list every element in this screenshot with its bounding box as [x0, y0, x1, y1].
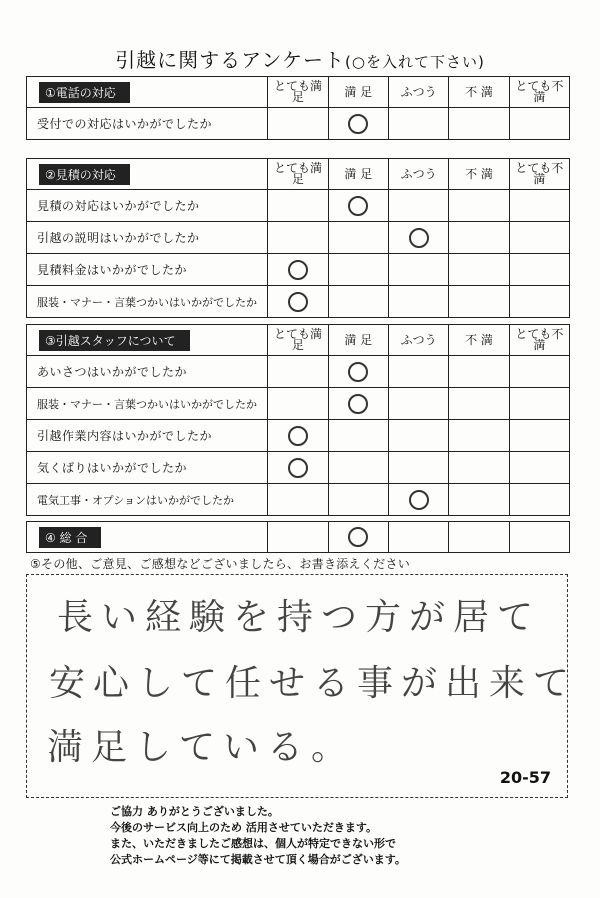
- question-row: [27, 286, 570, 318]
- handwritten-line-2: 安心して任せる事が出来て: [49, 663, 578, 704]
- rating-cell[interactable]: [509, 108, 569, 140]
- rating-cell[interactable]: [268, 388, 328, 420]
- rating-cell[interactable]: [509, 522, 569, 553]
- option-header: とても満足: [268, 325, 328, 356]
- question-text: 見積料金はいかがでしたか: [27, 254, 268, 286]
- section-label: ②見積の対応: [39, 164, 130, 185]
- rating-cell[interactable]: [268, 108, 328, 140]
- rating-cell[interactable]: [328, 522, 388, 553]
- comment-prompt: ⑤その他、ご意見、ご感想などございましたら、お書き添えください: [30, 557, 411, 571]
- rating-cell[interactable]: [449, 484, 509, 516]
- question-text: 引越作業内容はいかがでしたか: [27, 420, 268, 452]
- rating-cell[interactable]: [388, 388, 448, 420]
- rating-cell[interactable]: [268, 522, 328, 553]
- circle-mark-icon: [348, 114, 368, 134]
- page-title: [0, 44, 600, 73]
- circle-mark-icon: [288, 260, 308, 280]
- rating-cell[interactable]: [328, 190, 388, 222]
- option-header: ふつう: [388, 325, 448, 356]
- survey-section-1: [26, 76, 570, 140]
- section-label: ④ 総 合: [39, 527, 101, 548]
- circle-mark-icon: [348, 527, 368, 547]
- handwritten-line-1: 長い経験を持つ方が居て: [57, 597, 542, 638]
- survey-section-4: [26, 521, 570, 553]
- rating-cell[interactable]: [388, 222, 448, 254]
- question-row: [27, 484, 570, 516]
- circle-mark-icon: [288, 292, 308, 312]
- rating-cell[interactable]: [449, 388, 509, 420]
- option-header: 満 足: [328, 325, 388, 356]
- rating-cell[interactable]: [328, 356, 388, 388]
- footer-line: ご協力 ありがとうございました。: [110, 805, 279, 818]
- option-header: 不 満: [449, 159, 509, 190]
- option-header: ふつう: [388, 77, 448, 108]
- circle-mark-icon: [409, 490, 429, 510]
- option-header: とても不満: [509, 325, 569, 356]
- question-text: 受付での対応はいかがでしたか: [27, 108, 268, 140]
- rating-cell[interactable]: [509, 254, 569, 286]
- rating-cell[interactable]: [268, 420, 328, 452]
- question-text: 服装・マナー・言葉つかいはいかがでしたか: [27, 388, 268, 420]
- option-header: 満 足: [328, 159, 388, 190]
- rating-cell[interactable]: [388, 254, 448, 286]
- option-header: 満 足: [328, 77, 388, 108]
- rating-cell[interactable]: [509, 388, 569, 420]
- rating-cell[interactable]: [509, 356, 569, 388]
- rating-cell[interactable]: [449, 452, 509, 484]
- rating-cell[interactable]: [328, 222, 388, 254]
- handwritten-line-3: 満足している。: [47, 727, 356, 768]
- rating-cell[interactable]: [449, 420, 509, 452]
- footer-line: また、いただきましたご感想は、個人が特定できない形で: [110, 837, 396, 850]
- circle-mark-icon: [348, 362, 368, 382]
- rating-cell[interactable]: [449, 522, 509, 553]
- question-text: 服装・マナー・言葉つかいはいかがでしたか: [27, 286, 268, 318]
- circle-mark-icon: [288, 458, 308, 478]
- question-text: 引越の説明はいかがでしたか: [27, 222, 268, 254]
- rating-cell[interactable]: [268, 356, 328, 388]
- section-label: ①電話の対応: [39, 82, 130, 103]
- question-row: [27, 388, 570, 420]
- rating-cell[interactable]: [328, 388, 388, 420]
- rating-cell[interactable]: [328, 484, 388, 516]
- option-header: ふつう: [388, 159, 448, 190]
- survey-section-3: [26, 324, 570, 516]
- rating-cell[interactable]: [449, 222, 509, 254]
- rating-cell[interactable]: [328, 254, 388, 286]
- section-label: ③引越スタッフについて: [39, 330, 190, 351]
- rating-cell[interactable]: [268, 254, 328, 286]
- rating-cell[interactable]: [509, 484, 569, 516]
- rating-cell[interactable]: [388, 286, 448, 318]
- footer-line: 公式ホームページ等にて掲載させて頂く場合がございます。: [110, 853, 406, 866]
- rating-cell[interactable]: [268, 484, 328, 516]
- form-code: 20-57: [499, 768, 551, 787]
- rating-cell[interactable]: [268, 190, 328, 222]
- circle-mark-icon: [348, 394, 368, 414]
- rating-cell[interactable]: [449, 190, 509, 222]
- rating-cell[interactable]: [388, 356, 448, 388]
- rating-cell[interactable]: [449, 286, 509, 318]
- rating-cell[interactable]: [328, 286, 388, 318]
- rating-cell[interactable]: [328, 108, 388, 140]
- question-row: [27, 522, 570, 553]
- rating-cell[interactable]: [388, 522, 448, 553]
- rating-cell[interactable]: [388, 452, 448, 484]
- rating-cell[interactable]: [449, 356, 509, 388]
- circle-mark-icon: [288, 426, 308, 446]
- rating-cell[interactable]: [388, 420, 448, 452]
- rating-cell[interactable]: [509, 452, 569, 484]
- option-header: とても不満: [509, 159, 569, 190]
- footer-notice: [110, 804, 406, 868]
- question-text: 気くばりはいかがでしたか: [27, 452, 268, 484]
- title-sub: (○を入れて下さい): [345, 53, 485, 71]
- rating-cell[interactable]: [388, 484, 448, 516]
- question-text: 電気工事・オプションはいかがでしたか: [27, 484, 268, 516]
- question-row: [27, 190, 570, 222]
- option-header: 不 満: [449, 325, 509, 356]
- rating-cell[interactable]: [328, 452, 388, 484]
- rating-cell[interactable]: [509, 420, 569, 452]
- rating-cell[interactable]: [268, 222, 328, 254]
- option-header: とても満足: [268, 77, 328, 108]
- rating-cell[interactable]: [509, 286, 569, 318]
- rating-cell[interactable]: [328, 420, 388, 452]
- question-text: 見積の対応はいかがでしたか: [27, 190, 268, 222]
- option-header: 不 満: [449, 77, 509, 108]
- question-row: [27, 356, 570, 388]
- question-row: [27, 452, 570, 484]
- rating-cell[interactable]: [388, 108, 448, 140]
- question-row: [27, 222, 570, 254]
- survey-section-2: [26, 158, 570, 318]
- footer-line: 今後のサービス向上のため 活用させていただきます。: [110, 821, 377, 834]
- option-header: とても満足: [268, 159, 328, 190]
- circle-mark-icon: [348, 196, 368, 216]
- option-header: とても不満: [509, 77, 569, 108]
- comment-box: [26, 574, 578, 798]
- rating-cell[interactable]: [509, 222, 569, 254]
- question-text: あいさつはいかがでしたか: [27, 356, 268, 388]
- rating-cell[interactable]: [388, 190, 448, 222]
- rating-cell[interactable]: [449, 108, 509, 140]
- rating-cell[interactable]: [268, 286, 328, 318]
- rating-cell[interactable]: [449, 254, 509, 286]
- question-row: [27, 254, 570, 286]
- rating-cell[interactable]: [268, 452, 328, 484]
- question-row: [27, 420, 570, 452]
- title-main: 引越に関するアンケート: [115, 48, 345, 72]
- circle-mark-icon: [409, 228, 429, 248]
- question-row: [27, 108, 570, 140]
- rating-cell[interactable]: [509, 190, 569, 222]
